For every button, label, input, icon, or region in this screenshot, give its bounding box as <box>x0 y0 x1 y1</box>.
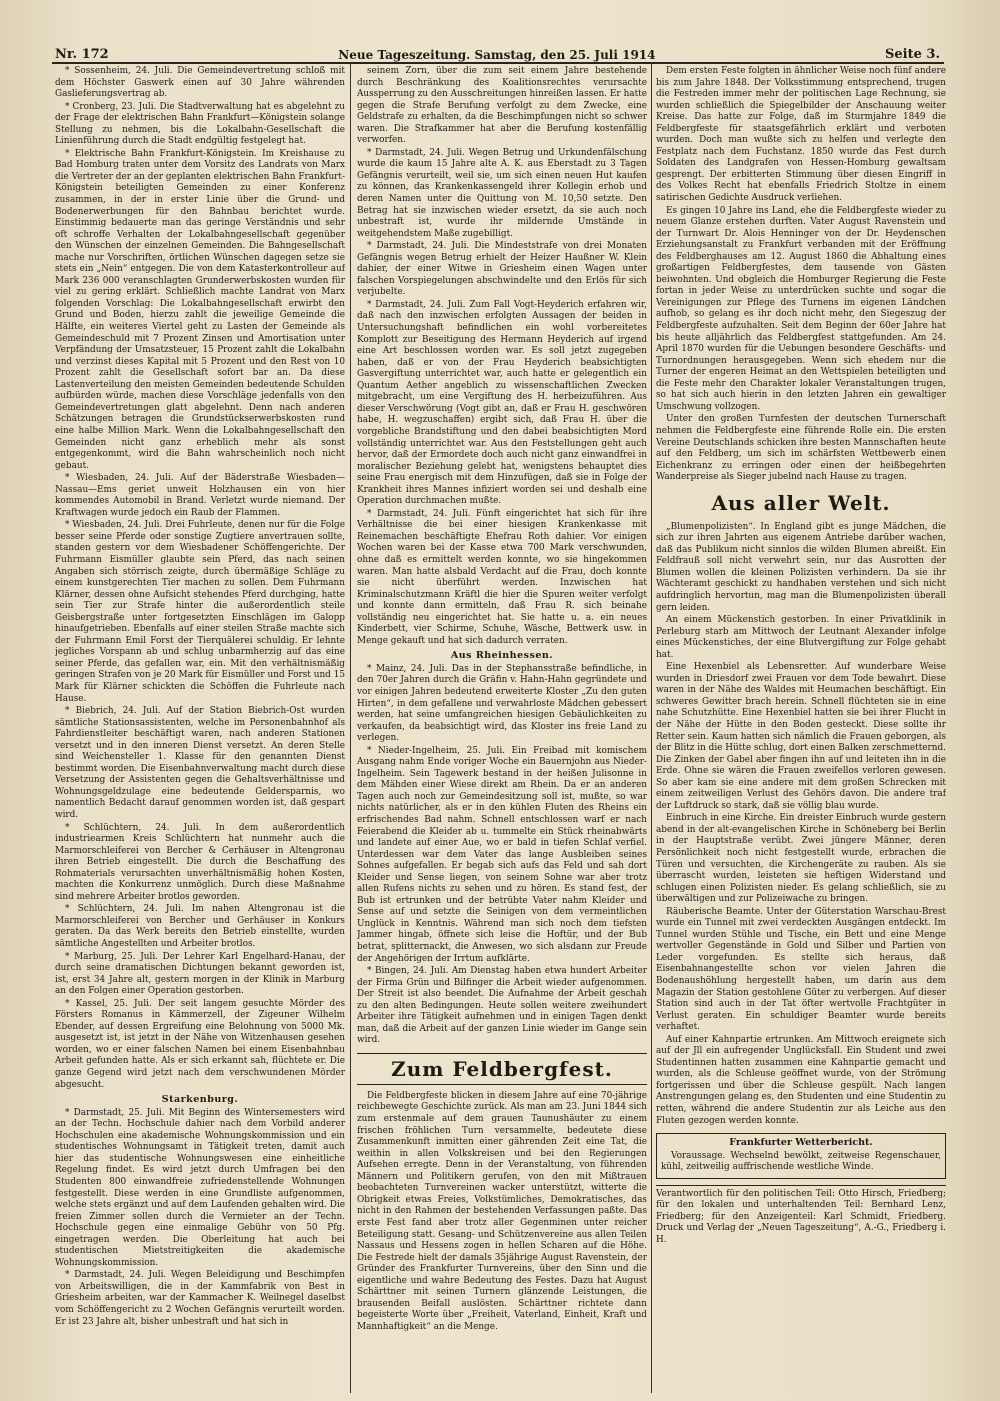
article-paragraph: Die Feldbergfeste blicken in diesem Jahre auf eine 70-jährige reichbewegte Geschichte zurück. Als man am 23. Juni 1844 sich zum erstenmale auf dem grauen Taunushäuter zu einem frischen fröhlichen Turn versammelte, bedeutete diese Zusammenkunft inmitten einer gährenden Zeit eine Tat, die weithin in allen Volkskreisen und bei den Regierungen Aufsehen erregte. Denn in der Veranstaltung, von führenden Männern und Politikern gerufen, von den mit Mißtrauen beobachteten Turnvereinen wacker unterstützt, witterte die Obrigkeit etwas Freies, Volkstümliches, Demokratisches, das nicht in den Rahmen der bestehenden Verfassungen paßte. Das erste Fest fand aber trotz aller Gegenminen unter reicher Beteiligung statt. Gesang- und Schützenvereine aus allen Teilen Nassaus und Hessens zogen in hellen Scharen auf die Höhe. Die Festrede hielt der damals 35jährige August Ravenstein, der Gründer des Frankfurter Turnvereins, über den Sinn und die eigentliche und wahre Bedeutung des Festes. Dazu hat August Schärttner mit seinen Turnern glänzende Leistungen, die brausenden Beifall auslösten. Schärttner richtete dann begeisterte Worte über „Freiheit, Vaterland, Einheit, Kraft und Mannhaftigkeit“ an die Menge. <box>357 1090 647 1332</box>
article-paragraph: seinem Zorn, über die zum seit einem Jahre bestehende durch Beschränkung des Koalitionsrechtes verursachte Aussperrung zu den Ausschreitungen hinreißen lassen. Er hatte gegen die Strafe Berufung verfolgt zu dem Zwecke, eine Geldstrafe zu erhalten, da die Beschimpfungen nicht so schwer waren. Die Strafkammer hat aber die Berufung kostenfällig verworfen. <box>357 66 647 146</box>
article-paragraph: „Blumenpolizisten“. In England gibt es junge Mädchen, die sich zur ihren Jahrten aus eigenem Antriebe darüber wachen, daß das Publikum nicht sinnlos die wilden Blumen abreißt. Ein Feldfrauß soll nicht verwehrt sein, nur das Ausrotten der Blumen wollen die kleinen Polizisten verhindern. Da sie ihr Wächteramt geschickt zu handhaben verstehen und sich nicht aufdringlich hervortun, mag man die Blumenpolizisten überall gern leiden. <box>656 521 946 613</box>
column-1-articles-b <box>55 1108 345 1328</box>
article-paragraph: * Darmstadt, 24. Juli. Zum Fall Vogt-Heyderich erfahren wir, daß nach den inzwischen erfolgten Aussagen der beiden in Untersuchungshaft befindlichen ein wohl vorbereitetes Komplott zur Beseitigung des Hermann Heyderich auf irgend eine Art beschlossen worden war. Es soll jetzt zugegeben haben, daß er von der Frau Heyderich beabsichtigten Gasvergiftung unterrichtet war, auch hatte er gelegentlich ein Quantum Aether angeblich zu wissenschaftlichen Zwecken mitgebracht, um eine Vergiftung des H. herbeizuführen. Aus dieser Verschwörung (Vogt gibt an, daß er Frau H. geschwören habe, H. wegzuschaffen) ergibt sich, daß Frau H. über die vorgebliche Brandstiftung und den dabei beabsichtigten Mord vollständig unterrichtet war. Aus den Feststellungen geht auch hervor, daß der Ermordete doch auch nicht ganz einwandfrei in moralischer Beziehung gelebt hat, wenigstens behauptet dies seine Frau energisch mit dem Hinzufügen, daß sie in Folge der Krankheit ihres Mannes infiziert worden sei und deshalb eine Operation durchmachen mußte. <box>357 299 647 507</box>
article-paragraph: Auf einer Kahnpartie ertrunken. Am Mittwoch ereignete sich auf der Jll ein aufregender Unglücksfall. Ein Student und zwei Studentinnen hatten zusammen eine Kahnpartie gemacht und wurden, als die Schleuse geöffnet wurde, von der Strömung fortgerissen und über die Schleuse gespült. Nach langen Anstrengungen gelang es, den Studenten und eine Studentin zu retten, während die andere Studentin zur als Leiche aus den Fluten gezogen werden konnte. <box>656 1034 946 1126</box>
article-paragraph: An einem Mückenstich gestorben. In einer Privatklinik in Perleburg starb am Mittwoch der Leutnant Alexander infolge eines Mückenstiches, der eine Blutvergiftung zur Folge gehabt hat. <box>656 615 946 660</box>
article-paragraph: * Kassel, 25. Juli. Der seit langem gesuchte Mörder des Försters Romanus in Kämmerzell, der Zigeuner Wilhelm Ebender, auf dessen Ergreifung eine Belohnung von 5000 Mk. ausgesetzt ist, ist jetzt in der Nähe von Witzenhausen gesehen worden, wo er einer falschen Namen bei einem Eisenbahnbau Arbeit gefunden hatte. Als er sich erkannt sah, flüchtete er. Die ganze Gegend wird jetzt nach dem verschwundenen Mörder abgesucht. <box>55 998 345 1090</box>
page-number: Seite 3. <box>885 47 940 62</box>
article-paragraph: * Wiesbaden, 24. Juli. Drei Fuhrleute, denen nur für die Folge besser seine Pferde oder sonstige Zugtiere anvertrauen sollte, standen gestern vor dem Wiesbadener Schöffengerichte. Der Fuhrmann Eismüller glaubte sein Pferd, das nach seinen Angaben sich störrisch zeigte, durch übermäßige Schläge zu einem kunstgerechten Tier machen zu sollen. Dem Fuhrmann Klärner, dessen ohne Aufsicht stehendes Pferd durchging, hatte sein Tier zur Strafe hinter die außerordentlich steile Geisbergstraße unter fortgesetzten Einschlägen im Galopp hinaufgetrieben. Ebenfalls auf einer steilen Straße machte sich der Fuhrmann Emil Forst der Tierquälerei schuldig. Er lehnte jegliches Vorspann ab und schlug unbarmherzig auf das eine seiner Pferde, das gefallen war, ein. Mit den verhältnismäßig geringen Strafen von je 20 Mark für Eismüller und Forst und 15 Mark für Klärner schickten die Schöffen die Fuhrleute nach Hause. <box>55 520 345 704</box>
weather-title: Frankfurter Wetterbericht. <box>729 1137 873 1149</box>
column-2-articles <box>357 66 647 647</box>
weather-box <box>656 1133 946 1179</box>
column-1 <box>55 66 345 1393</box>
article-paragraph: * Sossenheim, 24. Juli. Die Gemeindevertretung schloß mit dem Höchster Gaswerk einen auf 30 Jahre währenden Gaslieferungsvertrag ab. <box>55 66 345 100</box>
article-paragraph: Dem ersten Feste folgten in ähnlicher Weise noch fünf andere bis zum Jahre 1848. Der Volksstimmung entsprechend, trugen die Festreden immer mehr der politischen Lage Rechnung, sie wurden schließlich die Spiegelbilder der Anschauung weiter Kreise. Das hatte zur Folge, daß im Sturmjahre 1849 die Feldbergfeste für staatsgefährlich erklärt und verboten wurden. Doch man wußte sich zu helfen und verlegte den Festplatz nach dem Fuchstanz. 1850 wurde das Fest durch Soldaten des Landgrafen von Hessen-Homburg gewaltsam gesprengt. Der erbitterten Stimmung über diesen Eingriff in des Volkes Recht hat ebenfalls Friedrich Stoltze in einem satirischen Gedichte Ausdruck verliehen. <box>656 66 946 204</box>
article-paragraph: * Darmstadt, 24. Juli. Wegen Betrug und Urkundenfälschung wurde die kaum 15 Jahre alte A. K. aus Eberstadt zu 3 Tagen Gefängnis verurteilt, weil sie, um sich einen neuen Hut kaufen zu können, das Krankenkassengeld ihrer Kollegin erhob und deren Namen unter die Quittung von M. 10,50 setzte. Den Betrag hat sie inzwischen wieder ersetzt, da sie auch noch unbestraft ist, wurde ihr mildernde Umstände in weitgehendstem Maße zugebilligt. <box>357 147 647 239</box>
column-2 <box>357 66 647 1393</box>
column-2-articles-b <box>357 664 647 1047</box>
page-header <box>55 36 940 62</box>
issue-number: Nr. 172 <box>55 47 109 62</box>
article-paragraph: Einbruch in eine Kirche. Ein dreister Einbruch wurde gestern abend in der alt-evangelischen Kirche in Schöneberg bei Berlin in der Hauptstraße verübt. Zwei jüngere Männer, deren Persönlichkeit noch nicht festgestellt wurde, erbrachen die Türen und versuchten, die Kirchengeräte zu rauben. Als sie überrascht wurden, leisteten sie heftigen Widerstand und schlugen einen Polizisten nieder. Es gelang schließlich, sie zu überwältigen und zur Polizeiwache zu bringen. <box>656 813 946 905</box>
article-paragraph: * Darmstadt, 25. Juli. Mit Beginn des Wintersemesters wird an der Techn. Hochschule dahier nach dem Vorbild anderer Hochschulen eine akademische Wohnungskommission und ein studentisches Wohnungsamt in Tätigkeit treten, damit auch hier das studentische Wohnungswesen eine einheitliche Regelung findet. Es wird jetzt durch Umfragen bei den Studenten 800 einwandfreie zufriedenstellende Wohnungen festgestellt. Diese werden in eine Grundliste aufgenommen, welche stets ergänzt und auf dem Laufenden gehalten wird. Die freien Zimmer sollen durch die Vermieter an der Techn. Hochschule gegen eine einmalige Gebühr von 50 Pfg. eingetragen werden. Die Oberleitung hat auch bei studentischen Mietstreitigkeiten die akademische Wohnungskommission. <box>55 1107 345 1268</box>
article-paragraph: * Darmstadt, 24. Juli. Die Mindeststrafe von drei Monaten Gefängnis wegen Betrug erhielt der Heizer Haußner W. Klein dahier, der einer Witwe in Griesheim einen Wagen unter falschen Vorspiegelungen abschwindelte und den Erlös für sich verjubelte. <box>357 241 647 298</box>
article-paragraph: Es gingen 10 Jahre ins Land, ehe die Feldbergfeste wieder zu neuem Glanze erstehen durften. Vater August Ravenstein und der Turnwart Dr. Alois Henninger von der Dr. Heydenschen Erziehungsanstalt zu Frankfurt verbanden mit der Eröffnung des Feldberghauses am 12. August 1860 die Abhaltung eines großartigen Feldbergfestes, dem tausende von Gästen beiwohnten. Und obgleich die Homburger Regierung die Feste fortan in jeder Weise zu unterdrücken suchte und sogar die Vereinigungen zur Pflege des Turnens im eigenen Ländchen aufhob, so gelang es ihr doch nicht mehr, den Siegeszug der Feldbergfeste aufzuhalten. Seit dem Beginn der 60er Jahre hat bis heute alljährlich das Feldbergfest stattgefunden. Am 24. April 1870 wurden für die Uebungen besondere Geschäfts- und Turnordnungen herausgegeben. Wenn sich ehedem nur die Turner der engeren Heimat an den Wettspielen beteiligten und die Feste mehr den Charakter lokaler Veranstaltungen trugen, so hat sich auch hierin in den letzten Jahren ein gewaltiger Umschwung vollzogen. <box>656 205 946 412</box>
article-paragraph: * Darmstadt, 24. Juli. Wegen Beleidigung und Beschimpfen von Arbeitswilligen, die in der Kammfabrik von Best in Griesheim arbeiten, war der Kammacher K. Weilnegel daselbst vom Schöffengericht zu 2 Wochen Gefängnis verurteilt worden. Er ist 23 Jahre alt, bisher unbestraft und hat sich in <box>55 1270 345 1327</box>
article-paragraph: * Nieder-Ingelheim, 25. Juli. Ein Freibad mit komischem Ausgang nahm Ende voriger Woche ein Bauernjohn aus Nieder-Ingelheim. Sein Tagewerk bestand in der heißen Julisonne in dem Mähden einer Wiese direkt am Rhein. Da er an anderen Tagen auch noch zur Gemeindesitzung soll ist, mußte, so war nichts natürlicher, als er in den kühlen Fluten des Rheins ein erfrischendes Bad nahm. Schnell entschlossen warf er nach Feierabend die Kleider ab u. tummelte ein Stück rheinabwärts und landete auf einer Aue, wo er bald in tiefen Schlaf verfiel. Unterdessen war dem Vater das lange Ausbleiben seines Sohnes aufgefallen. Er begab sich aufs das Feld und sah dort Kleider und Sense liegen, von seinem Sohne war aber trotz allen Rufens nichts zu sehen und zu hören. Es stand fest, der Bub ist ertrunken und der betrübte Vater nahm Kleider und Sense auf und setzte die Seinigen von dem vermeintlichen Unglück in Kenntnis. Während man sich noch dem tiefsten Jammer hingab, öffnete sich leise die Hoftür, und der Bub betrat, splitternackt, die Anwesen, wo sich alsdann zur Freude der Angehörigen der Irrtum aufklärte. <box>357 745 647 964</box>
article-paragraph: * Schlüchtern, 24. Juli. Im nahen Altengronau ist die Marmorschleiferei von Bercher und Gerhäuser in Konkurs geraten. Da das Werk bereits den Betrieb einstellte, wurden sämtliche Angestellten und Arbeiter brotlos. <box>55 904 345 950</box>
article-paragraph: * Elektrische Bahn Frankfurt-Königstein. Im Kreishause zu Bad Homburg traten unter dem Vorsitz des Landrats von Marx die Vertreter der an der geplanten elektrischen Bahn Frankfurt-Königstein beteiligten Gemeinden zu einer Konferenz zusammen, in der in erster Linie über die Grund- und Bodenerwerbungen für den Bahnbau berichtet wurde. Einstimmig bedauerte man das geringe Verständnis und sehr oft schroffe Verhalten der Lokalbahngesellschaft gegenüber den Wünschen der einzelnen Gemeinden. Die Bahngesellschaft mache nur Vorschriften, örtlichen Wünschen dagegen setze sie stets ein „Nein“ entgegen. Die von dem Katasterkontrolleur auf Mark 236 000 veranschlagten Grunderwerbskosten wurden für viel zu gering erklärt. Schließlich machte Landrat von Marx folgenden Vorschlag: Die Lokalbahngesellschaft erwirbt den Grund und Boden, hierzu zahlt die jeweilige Gemeinde die Hälfte, ein weiteres Viertel geht zu Lasten der Gemeinde als Gemeindeschuld mit 7 Prozent Zinsen und Amortisation unter Verpfändung der Umsatzsteuer, 15 Prozent zahlt die Lokalbahn und verzinst dieses Kapital mit 5 Prozent und den Rest von 10 Prozent zahlt die Gesellschaft sofort bar an. Da diese Lastenverteilung den meisten Gemeinden bedeutende Schulden aufbürden würde, machen diese Vorschläge jedenfalls von den Gemeindevertretungen glatt abgelehnt. Denn nach anderen Schätzungen betragen die Grundstückserwerbskosten rund eine halbe Million Mark. Wenn die Lokalbahngesellschaft den Gemeinden nicht ganz erheblich mehr als sonst entgegenkommt, wird die Bahn wahrscheinlich noch nicht gebaut. <box>55 148 345 471</box>
article-paragraph: * Darmstadt, 24. Juli. Fünft eingerichtet hat sich für ihre Verhältnisse die bei einer hiesigen Krankenkasse mit Reinemachen beschäftigte Ehefrau Roth dahier. Vor einigen Wochen waren bei der Kasse etwa 700 Mark verschwunden, ohne daß es ermittelt werden konnte, wo sie hingekommen waren. Man hatte alsbald Verdacht auf die Frau, doch konnte sie nicht überführt werden. Inzwischen hat Kriminalschutzmann Kräftl die hier die Spuren weiter verfolgt und konnte dann ermitteln, daß Frau R. sich beinahe vollständig neu eingerichtet hat. Sie hatte u. a. ein neues Kinderbett, vier Schirme, Schuhe, Wäsche, Bettwerk usw. in Menge gekauft und hat sich dadurch verraten. <box>357 508 647 646</box>
column-3-articles <box>656 66 946 484</box>
column-2-articles-c <box>357 1091 647 1333</box>
article-paragraph: * Biebrich, 24. Juli. Auf der Station Biebrich-Ost wurden sämtliche Stationsassistenten, welche im Personenbahnhof als Fahrdienstleiter beschäftigt waren, nach anderen Stationen versetzt und in den inneren Dienst versetzt. An deren Stelle sind Weichensteller 1. Klasse für den genannten Dienst bestimmt worden. Die Eisenbahnverwaltung macht durch diese Versetzung der Assistenten gegen die Gehaltsverhältnisse und Wohnungsgeldzulage eine bedeutende Geldersparnis, wo namentlich Bedacht darauf genommen worden ist, daß gespart wird. <box>55 706 345 820</box>
weather-text: Voraussage. Wechselnd bewölkt, zeitweise Regenschauer, kühl, zeitweilig auffrischende westliche Winde. <box>661 1150 941 1173</box>
article-paragraph: Unter den großen Turnfesten der deutschen Turnerschaft nehmen die Feldbergfeste eine führende Rolle ein. Die ersten Vereine Deutschlands schicken ihre besten Mannschaften heute auf den Feldberg, um sich im schärfsten Wettbewerb einen Eichenkranz zu erringen oder einen der heißbegehrten Wanderpreise als Sieger jubelnd nach Hause zu tragen. <box>656 414 946 483</box>
feature-headline: Aus aller Welt. <box>711 490 891 515</box>
article-paragraph: * Schlüchtern, 24. Juli. In dem außerordentlich industriearmen Kreis Schlüchtern hat nunmehr auch die Marmorschleiferei von Bercher & Cerhäuser in Altengronau ihren Betrieb eingestellt. Die durch die Beschaffung des Rohmaterials verursachten unverhältnismäßig hohen Kosten, machten die Konkurrenz unmöglich. Durch diese Maßnahme sind mehrere Arbeiter brotlos geworden. <box>55 822 345 902</box>
column-3-articles-b <box>656 522 946 1127</box>
column-1-articles <box>55 66 345 1091</box>
imprint: Verantwortlich für den politischen Teil: Otto Hirsch, Friedberg; für den lokalen und unterhaltenden Teil: Bernhard Lenz, Friedberg; für den Anzeigenteil: Karl Schmidt, Friedberg. Druck und Verlag der „Neuen Tageszeitung“, A.-G., Friedberg i. H. <box>656 1185 946 1247</box>
article-paragraph: Räuberische Beamte. Unter der Güterstation Warschau-Brest wurde ein Tunnel mit zwei verdeckten Ausgängen entdeckt. Im Tunnel wurden Stühle und Tische, ein Bett und eine Menge wertvoller Gegenstände in Gold und Silber und Partien von Leder vorgefunden. Es stellte sich heraus, daß Eisenbahnangestellte schon vor vielen Jahren die Bodenaushöhlung hergestellt haben, um darin aus dem Magazin der Station gestohlene Güter zu verbergen. Auf dieser Station sind auch in der Tat öfter wertvolle Frachtgüter in Verlust geraten. Ein schuldiger Beamter wurde bereits verhaftet. <box>656 906 946 1033</box>
masthead-date: Neue Tageszeitung. Samstag, den 25. Juli 1914 <box>338 48 656 62</box>
section-heading: Aus Rheinhessen. <box>450 650 554 662</box>
column-3 <box>656 66 946 1393</box>
article-paragraph: * Cronberg, 23. Juli. Die Stadtverwaltung hat es abgelehnt zu der Frage der elektrischen Bahn Frankfurt—Königstein solange Stellung zu nehmen, bis die Lokalbahn-Gesellschaft die Linienführung durch die Stadt endgültig festgelegt hat. <box>55 101 345 147</box>
feature-headline: Zum Feldbergfest. <box>357 1053 647 1085</box>
article-paragraph: * Bingen, 24. Juli. Am Dienstag haben etwa hundert Arbeiter der Firma Grün und Bilfinger die Arbeit wieder aufgenommen. Der Streit ist also beendet. Die Aufnahme der Arbeit geschah zu den alten Bedingungen. Heute sollen weitere zweihundert Arbeiter ihre Tätigkeit aufnehmen und in einigen Tagen denkt man, daß die Arbeit auf der ganzen Linie wieder im Gange sein wird. <box>357 966 647 1046</box>
column-divider <box>651 64 652 1393</box>
article-paragraph: * Mainz, 24. Juli. Das in der Stephansstraße befindliche, in den 70er Jahren durch die Gräfin v. Hahn-Hahn gegründete und vor einigen Jahren bedeutend erweiterte Kloster „Zu den guten Hirten“, in dem gefallene und verwahrloste Mädchen gebessert werden, hat seine umfangreichen hiesigen Gebäulichkeiten zu verkaufen, da beabsichtigt wird, das Kloster ins freie Land zu verlegen. <box>357 663 647 744</box>
column-divider <box>350 64 351 1393</box>
article-paragraph: * Wiesbaden, 24. Juli. Auf der Bäderstraße Wiesbaden—Nassau—Ems geriet unweit Holzhausen ein von hier kommendes Automobil in Brand. Verletzt wurde niemand. Der Kraftwagen wurde jedoch ein Raub der Flammen. <box>55 473 345 518</box>
header-rule <box>52 62 944 64</box>
article-paragraph: * Marburg, 25. Juli. Der Lehrer Karl Engelhard-Hanau, der durch seine dramatischen Dichtungen bekannt geworden ist, ist, erst 34 Jahre alt, gestern morgen in der Klinik in Marburg an den Folgen einer Operation gestorben. <box>55 951 345 997</box>
section-heading: Starkenburg. <box>161 1094 239 1106</box>
article-paragraph: Eine Hexenbiel als Lebensretter. Auf wunderbare Weise wurden in Driesdorf zwei Frauen vor dem Tode bewahrt. Diese waren in der Nähe des Waldes mit Heumachen beschäftigt. Ein schweres Gewitter brach herein. Schnell flüchteten sie in eine nahe Schutzhütte. Eine Hexenbiel hatten sie bei ihrer Flucht in der Nähe der Hütte in den Boden gesteckt. Diese sollte ihr Retter sein. Kaum hatten sich nämlich die Frauen geborgen, als der Blitz in die Hütte schlug, dort einen Balken zerschmetternd. Die Zinken der Gabel aber fingen ihn auf und leiteten ihn in die Erde. Ohne sie wären die Frauen zweifellos verloren gewesen. So aber kam sie eine andere mit dem großen Schrecken mit einem zeitweiligen Verlust des Gehörs davon. Die andere traf der Luftdruck so stark, daß sie völlig blau wurde. <box>656 662 946 811</box>
